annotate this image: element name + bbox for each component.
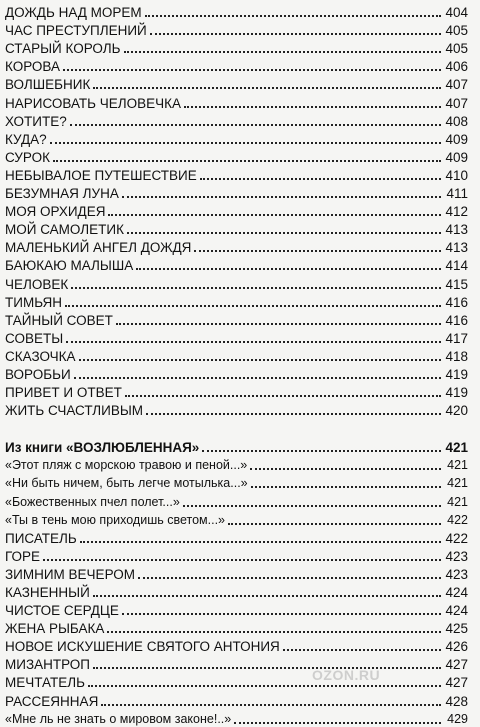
dot-leader — [88, 685, 441, 687]
toc-entry-title: ТАЙНЫЙ СОВЕТ — [5, 312, 113, 328]
toc-entry — [5, 201, 468, 219]
dot-leader — [283, 649, 441, 651]
toc-entry — [5, 654, 468, 672]
toc-entry — [5, 92, 468, 110]
toc-entry — [5, 618, 468, 636]
dot-leader — [136, 268, 441, 270]
toc-entry-title: МЕЧТАТЕЛЬ — [5, 675, 85, 691]
section-heading-title: Из книги «ВОЗЛЮБЛЕННАЯ» — [5, 440, 200, 456]
toc-entry — [5, 600, 468, 618]
dot-leader — [79, 359, 441, 361]
toc-entry-page: 412 — [445, 204, 468, 220]
toc-entry-page: 416 — [445, 294, 468, 310]
dot-leader — [146, 413, 441, 415]
toc-entry-title: НАРИСОВАТЬ ЧЕЛОВЕЧКА — [5, 95, 182, 111]
toc-entry-page: 413 — [445, 222, 468, 238]
toc-entry — [5, 237, 468, 255]
toc-entry — [5, 219, 468, 237]
toc-entry-page: 424 — [445, 603, 468, 619]
toc-entry-page: 428 — [445, 693, 468, 709]
toc-entry — [5, 255, 468, 273]
toc-entry — [5, 292, 468, 310]
dot-leader — [43, 559, 441, 561]
dot-leader — [108, 214, 441, 216]
toc-entry-title: МИЗАНТРОП — [5, 657, 91, 673]
toc-entry-title: КОРОВА — [5, 59, 60, 75]
dot-leader — [63, 69, 441, 71]
toc-entry-page: 423 — [445, 566, 468, 582]
toc-entry-page: 414 — [445, 258, 468, 274]
dot-leader — [74, 377, 441, 379]
toc-entry-title: ПРИВЕТ И ОТВЕТ — [5, 385, 122, 401]
toc-entry-page: 415 — [445, 276, 468, 292]
toc-entry — [5, 546, 468, 564]
toc-entry — [5, 491, 468, 509]
toc-entry-page: 427 — [445, 657, 468, 673]
dot-leader — [202, 450, 441, 452]
toc-entry-page: 419 — [445, 366, 468, 382]
toc-entry-title: МОЯ ОРХИДЕЯ — [5, 204, 106, 220]
dot-leader — [122, 613, 441, 615]
dot-leader — [184, 106, 441, 108]
toc-entry-title: ПИСАТЕЛЬ — [5, 530, 77, 546]
toc-entry-page: 416 — [445, 312, 468, 328]
toc-entry-page: 425 — [445, 621, 468, 637]
toc-entry — [5, 2, 468, 20]
toc-entry — [5, 364, 468, 382]
dot-leader — [251, 486, 441, 488]
toc-entry — [5, 111, 468, 129]
toc-entry — [5, 74, 468, 92]
toc-entry — [5, 672, 468, 690]
toc-entry-page: 411 — [446, 186, 468, 202]
toc-entry — [5, 328, 468, 346]
toc-entry-title: СКАЗОЧКА — [5, 348, 76, 364]
dot-leader — [127, 232, 441, 234]
toc-entry-title: НЕБЫВАЛОЕ ПУТЕШЕСТВИЕ — [5, 167, 197, 183]
dot-leader — [194, 250, 441, 252]
toc-entry-page: 417 — [445, 330, 468, 346]
toc-entry-title: РАССЕЯННАЯ — [5, 693, 99, 709]
dot-leader — [250, 468, 441, 470]
section-heading — [5, 437, 468, 455]
dot-leader — [93, 87, 441, 89]
watermark: OZON.RU — [312, 667, 381, 683]
toc-entry — [5, 636, 468, 654]
toc-entry-page: 422 — [445, 530, 468, 546]
toc-entry — [5, 510, 468, 528]
toc-section-2 — [5, 455, 468, 726]
toc-entry-title: ХОТИТЕ? — [5, 113, 67, 129]
toc-entry-page: 410 — [445, 167, 468, 183]
dot-leader — [70, 124, 441, 126]
dot-leader — [107, 631, 441, 633]
dot-leader — [228, 523, 441, 525]
dot-leader — [116, 323, 441, 325]
toc-entry — [5, 473, 468, 491]
toc-entry — [5, 528, 468, 546]
dot-leader — [65, 305, 441, 307]
dot-leader — [125, 395, 441, 397]
toc-entry-title: «Божественных пчел полет...» — [5, 494, 180, 509]
toc-entry — [5, 582, 468, 600]
dot-leader — [66, 341, 441, 343]
toc-entry-page: 427 — [445, 675, 468, 691]
toc-entry-page: 408 — [445, 113, 468, 129]
toc-entry-title: МАЛЕНЬКИЙ АНГЕЛ ДОЖДЯ — [5, 240, 192, 256]
toc-entry-title: ЧЕЛОВЕК — [5, 276, 69, 292]
toc-entry-title: ЖЕНА РЫБАКА — [5, 621, 105, 637]
dot-leader — [234, 722, 441, 724]
toc-entry-title: ДОЖДЬ НАД МОРЕМ — [5, 5, 142, 21]
dot-leader — [138, 577, 441, 579]
toc-entry-page: 405 — [445, 41, 468, 57]
toc-entry-title: ВОЛШЕБНИК — [5, 77, 91, 93]
toc-entry — [5, 129, 468, 147]
toc-entry-page: 422 — [447, 512, 468, 527]
toc-entry-page: 423 — [445, 548, 468, 564]
toc-entry-page: 419 — [445, 385, 468, 401]
toc-entry-title: «Этот пляж с морскою травою и пеной...» — [5, 458, 248, 473]
toc-entry-page: 406 — [445, 59, 468, 75]
dot-leader — [122, 196, 441, 198]
toc-entry — [5, 709, 468, 727]
toc-entry — [5, 38, 468, 56]
toc-entry — [5, 564, 468, 582]
dot-leader — [53, 160, 441, 162]
dot-leader — [183, 505, 441, 507]
toc-entry-title: ВОРОБЬИ — [5, 366, 71, 382]
toc-entry-page: 421 — [447, 458, 468, 473]
toc-entry-page: 421 — [447, 494, 468, 509]
dot-leader — [93, 595, 441, 597]
section-heading-page: 421 — [445, 440, 468, 456]
toc-entry-title: СОВЕТЫ — [5, 330, 64, 346]
toc-entry-title: ТИМЬЯН — [5, 294, 62, 310]
toc-entry — [5, 147, 468, 165]
toc-entry — [5, 273, 468, 291]
section-gap — [5, 418, 468, 437]
toc-entry-title: КАЗНЕННЫЙ — [5, 585, 90, 600]
toc-entry — [5, 310, 468, 328]
toc-entry — [5, 183, 468, 201]
toc-entry-page: 404 — [445, 5, 468, 21]
toc-entry-title: НОВОЕ ИСКУШЕНИЕ СВЯТОГО АНТОНИЯ — [5, 639, 280, 655]
dot-leader — [71, 287, 441, 289]
dot-leader — [200, 178, 441, 180]
toc-entry — [5, 400, 468, 418]
toc-section-1 — [5, 2, 468, 418]
toc-entry — [5, 165, 468, 183]
toc-entry-page: 429 — [447, 711, 468, 726]
toc-entry-page: 407 — [445, 77, 468, 93]
toc-entry-title: СУРОК — [5, 149, 50, 165]
toc-entry-title: БЕЗУМНАЯ ЛУНА — [5, 186, 119, 202]
toc-entry-page: 420 — [445, 403, 468, 419]
toc-entry — [5, 346, 468, 364]
toc-entry-title: ЧАС ПРЕСТУПЛЕНИЙ — [5, 23, 147, 39]
toc-entry-page: 418 — [445, 348, 468, 364]
dot-leader — [50, 142, 441, 144]
toc-entry-title: КУДА? — [5, 131, 47, 147]
toc-entry-title: БАЮКАЮ МАЛЫША — [5, 258, 134, 274]
dot-leader — [145, 15, 441, 17]
toc-entry-title: «Ни быть ничем, быть легче мотылька...» — [5, 476, 248, 491]
toc-entry-page: 424 — [445, 585, 468, 600]
dot-leader — [124, 51, 441, 53]
toc-entry — [5, 455, 468, 473]
toc-entry-title: МОЙ САМОЛЕТИК — [5, 222, 124, 238]
toc-entry — [5, 56, 468, 74]
toc-entry-title: «Мне ль не знать о мировом законе!..» — [5, 711, 232, 726]
dot-leader — [93, 667, 441, 669]
toc-entry — [5, 382, 468, 400]
dot-leader — [80, 541, 441, 543]
toc-entry-title: ЧИСТОЕ СЕРДЦЕ — [5, 603, 119, 619]
toc-entry-title: ЗИМНИМ ВЕЧЕРОМ — [5, 566, 136, 582]
toc-entry-page: 409 — [445, 149, 468, 165]
toc-entry-title: ЖИТЬ СЧАСТЛИВЫМ — [5, 403, 144, 419]
toc-entry-page: 421 — [447, 476, 468, 491]
toc-entry-page: 413 — [445, 240, 468, 256]
dot-leader — [150, 33, 441, 35]
toc-entry-page: 426 — [445, 639, 468, 655]
toc-entry-title: СТАРЫЙ КОРОЛЬ — [5, 41, 121, 57]
toc-entry-page: 405 — [445, 23, 468, 39]
toc-entry-page: 409 — [445, 131, 468, 147]
dot-leader — [101, 704, 441, 706]
toc-entry-title: «Ты в тень мою приходишь светом...» — [5, 512, 225, 527]
toc-entry — [5, 20, 468, 38]
toc-entry-page: 407 — [445, 95, 468, 111]
table-of-contents — [5, 2, 468, 727]
toc-entry-title: ГОРЕ — [5, 548, 41, 564]
